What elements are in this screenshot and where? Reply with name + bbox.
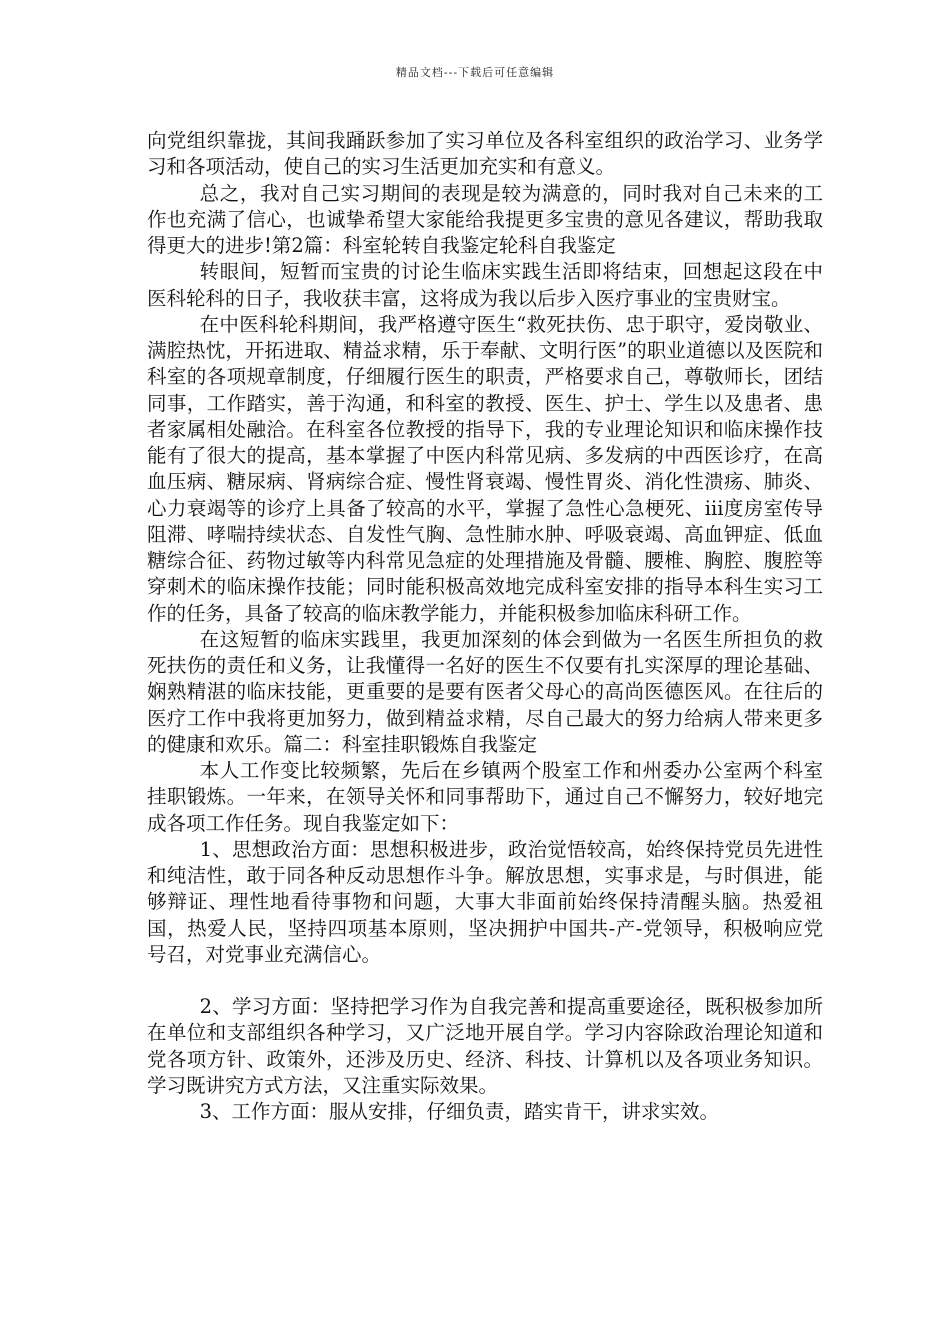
page-header: 精品文档---下载后可任意编辑 (395, 66, 555, 79)
paragraph-7: 1、思想政治方面：思想积极进步，政治觉悟较高，始终保持党员先进性和纯洁性，敢于同各种反动思想作斗争。解放思想，实事求是，与时俱进，能够辩证、理性地看待事物和问题，大事大非面前始终保持清醒头脑。热爱祖国，热爱人民，坚持四项基本原则，坚决拥护中国共-产-党领导，积极响应党号召，对党事业充满信心。 (147, 837, 823, 966)
paragraph-1: 向党组织靠拢，其间我踊跃参加了实习单位及各科室组织的政治学习、业务学习和各项活动，使自己的实习生活更加充实和有意义。 (147, 129, 823, 179)
paragraph-8: 2、学习方面：坚持把学习作为自我完善和提高重要途径，既积极参加所在单位和支部组织各种学习，又广泛地开展自学。学习内容除政治理论知道和党各项方针、政策外，还涉及历史、经济、科技、计算机以及各项业务知识。学习既讲究方式方法，又注重实际效果。 (147, 995, 823, 1097)
paragraph-6: 本人工作变比较频繁，先后在乡镇两个股室工作和州委办公室两个科室挂职锻炼。一年来，在领导关怀和同事帮助下，通过自己不懈努力，较好地完成各项工作任务。现自我鉴定如下： (147, 759, 823, 835)
blank-line (147, 968, 823, 994)
document-body (147, 128, 823, 1125)
paragraph-2: 总之，我对自己实习期间的表现是较为满意的，同时我对自己未来的工作也充满了信心，也诚挚希望大家能给我提更多宝贵的意见各建议，帮助我取得更大的进步!第2篇：科室轮转自我鉴定轮科自我鉴定 (147, 181, 823, 257)
paragraph-9: 3、工作方面：服从安排，仔细负责，踏实肯干，讲求实效。 (199, 1100, 720, 1123)
paragraph-4: 在中医科轮科期间，我严格遵守医生“救死扶伤、忠于职守，爱岗敬业、满腔热忱，开拓进取、精益求精，乐于奉献、文明行医”的职业道德以及医院和科室的各项规章制度，仔细履行医生的职责，严格要求自己，尊敬师长，团结同事，工作踏实，善于沟通，和科室的教授、医生、护士、学生以及患者、患者家属相处融洽。在科室各位教授的指导下，我的专业理论知识和临床操作技能有了很大的提高，基本掌握了中医内科常见病、多发病的中西医诊疗，在高血压病、糖尿病、肾病综合症、慢性肾衰竭、慢性胃炎、消化性溃疡、肺炎、心力衰竭等的诊疗上具备了较高的水平，掌握了急性心急梗死、ⅲ度房室传导阻滞、哮喘持续状态、自发性气胸、急性肺水肿、呼吸衰竭、高血钾症、低血糖综合征、药物过敏等内科常见急症的处理措施及骨髓、腰椎、胸腔、腹腔等穿刺术的临床操作技能；同时能积极高效地完成科室安排的指导本科生实习工作的任务，具备了较高的临床教学能力，并能积极参加临床科研工作。 (147, 312, 823, 625)
paragraph-3: 转眼间，短暂而宝贵的讨论生临床实践生活即将结束，回想起这段在中医科轮科的日子，我收获丰富，这将成为我以后步入医疗事业的宝贵财宝。 (147, 260, 823, 310)
paragraph-5: 在这短暂的临床实践里，我更加深刻的体会到做为一名医生所担负的救死扶伤的责任和义务，让我懂得一名好的医生不仅要有扎实深厚的理论基础、娴熟精湛的临床技能，更重要的是要有医者父母心的高尚医德医风。在往后的医疗工作中我将更加努力，做到精益求精，尽自己最大的努力给病人带来更多的健康和欢乐。篇二：科室挂职锻炼自我鉴定 (147, 627, 823, 756)
